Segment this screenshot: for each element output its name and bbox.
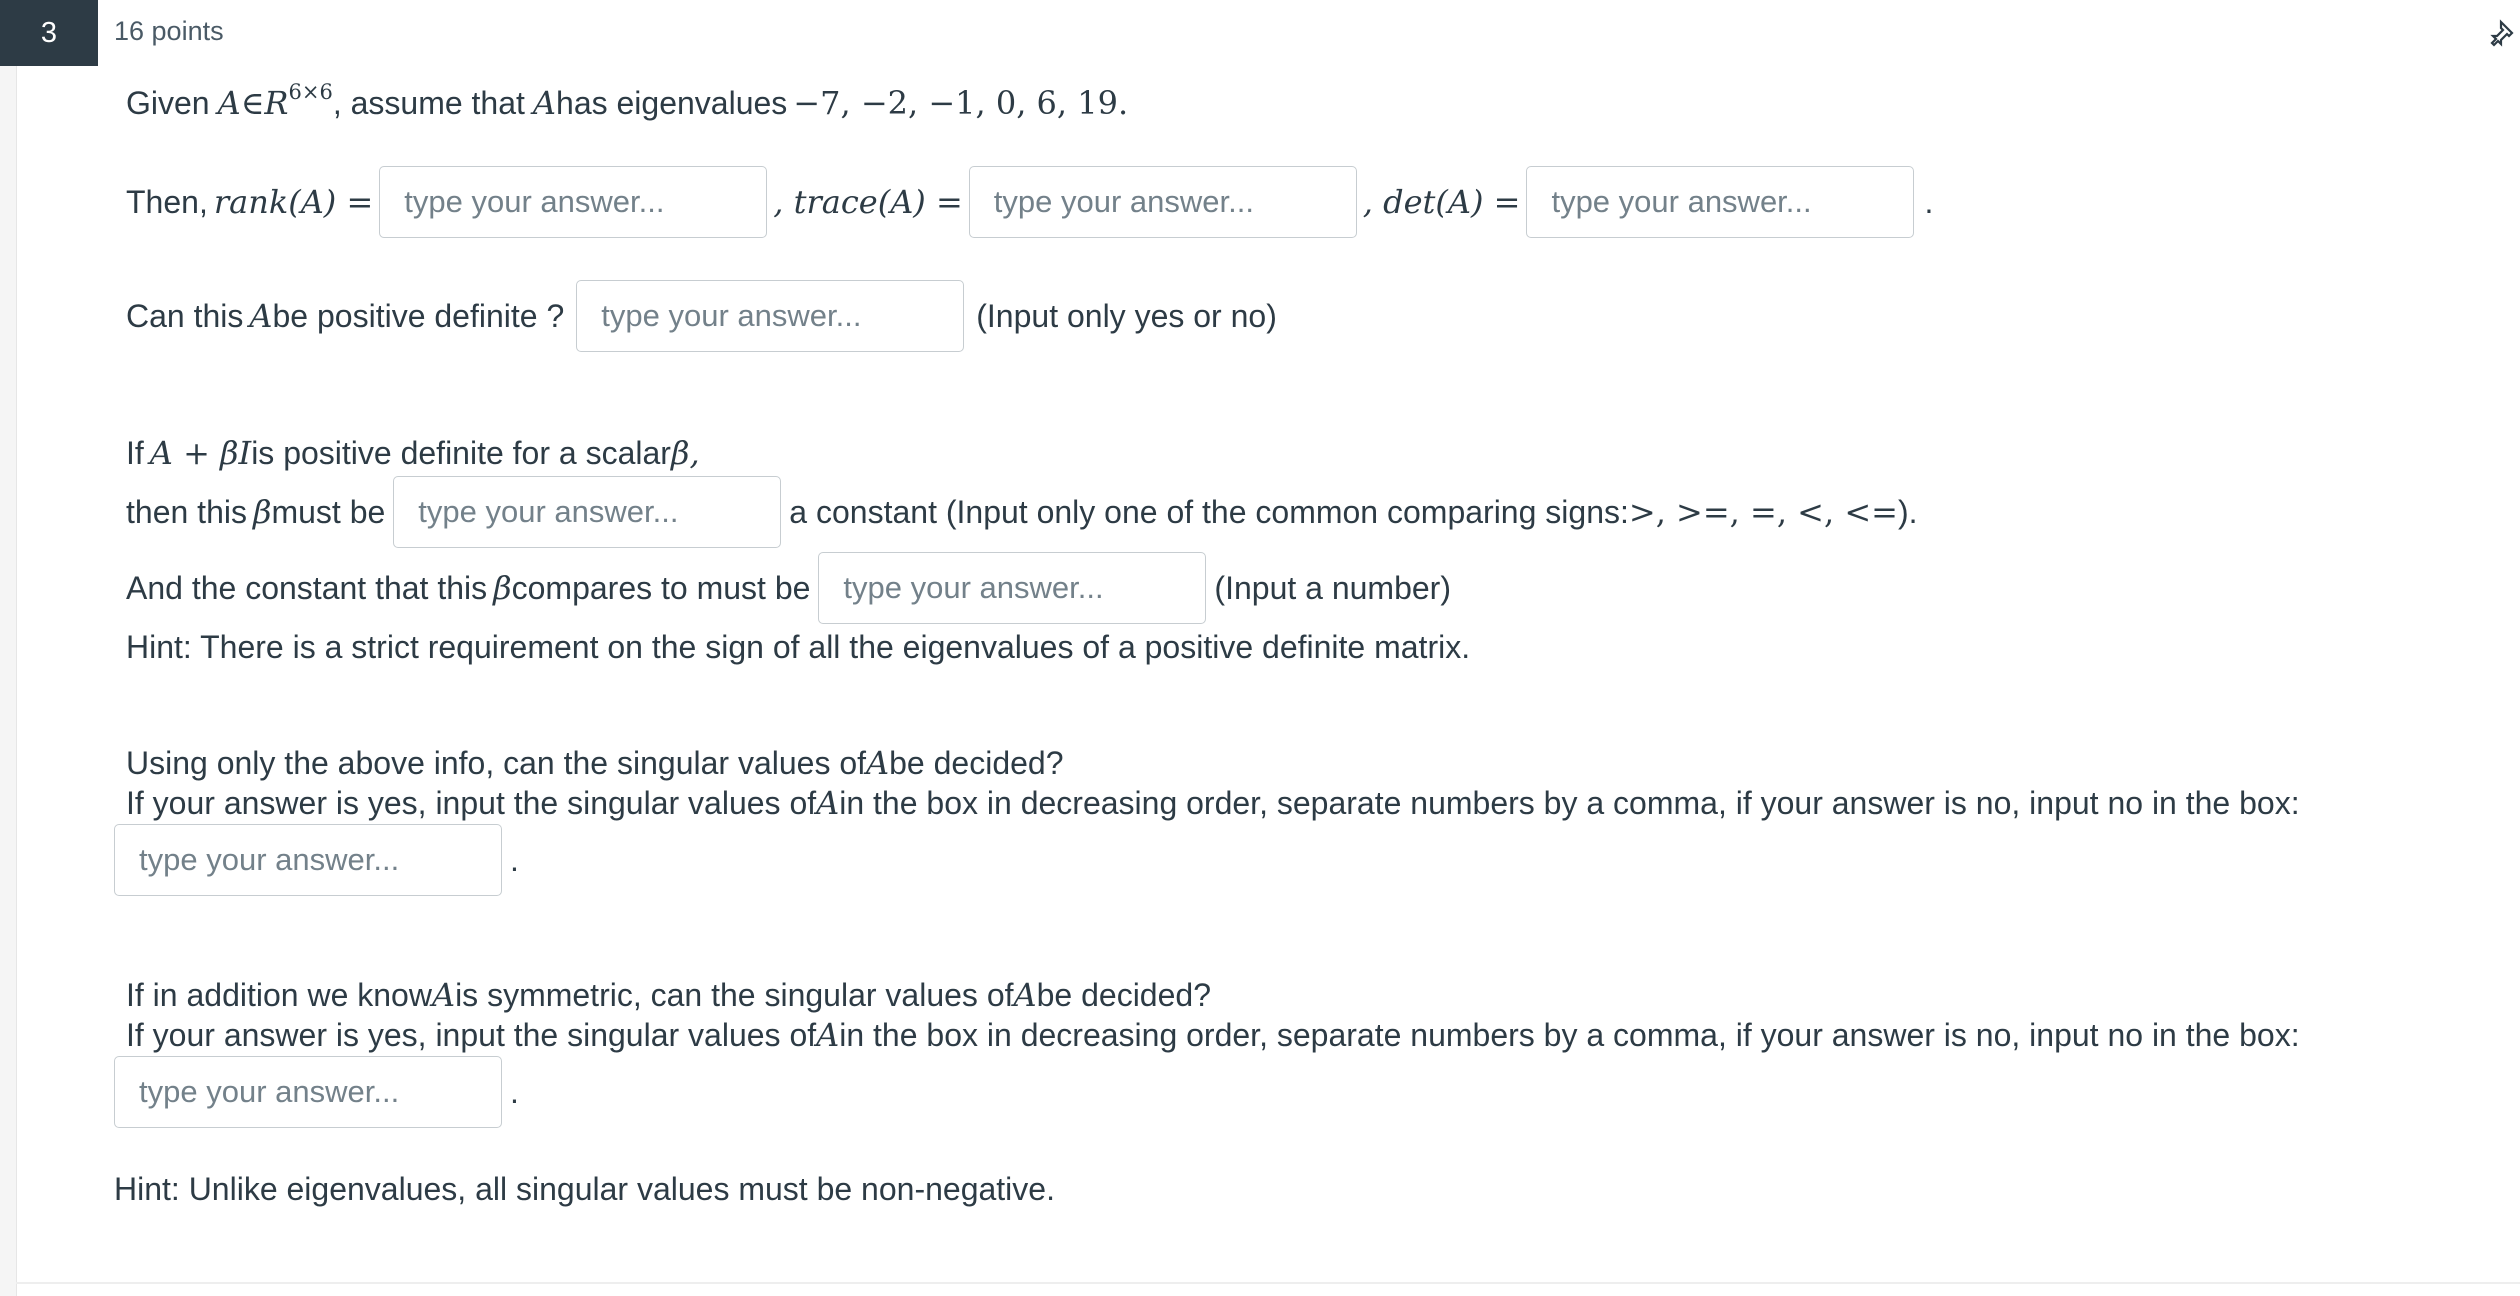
pd-scalar-text: is positive definite for a scalar (251, 434, 671, 471)
positive-definite-line (126, 278, 1277, 354)
matrix-symbol: A (866, 744, 890, 782)
real-space: R (264, 84, 289, 122)
then-line (126, 164, 1933, 240)
constant-text: a constant (Input only one of the common comparing signs: (789, 493, 1629, 530)
sv-question-end: be decided? (889, 744, 1064, 781)
bottom-divider (16, 1282, 2520, 1284)
constant-input[interactable]: type your answer... (818, 552, 1206, 624)
must-be-text: must be (271, 493, 386, 530)
final-hint (114, 1164, 1055, 1214)
final-hint-text: Hint: Unlike eigenvalues, all singular values must be non-negative. (114, 1170, 1055, 1207)
matrix-symbol: A (431, 976, 456, 1014)
question-points: 16 points (114, 16, 224, 46)
period: . (510, 1073, 519, 1110)
given-line (126, 78, 1128, 128)
det-input[interactable]: type your answer... (1526, 166, 1914, 238)
sv-instruction-end: in the box in decreasing order, separate numbers by a comma, if your answer is no, input no in the box: (839, 1016, 2300, 1053)
pd-question-text: Can this (126, 297, 244, 334)
rank-label: rank(A) = (213, 183, 374, 221)
symmetric-singular-values-input[interactable]: type your answer... (114, 1056, 502, 1128)
sv-symmetric-mid: is symmetric, can the singular values of (455, 976, 1014, 1013)
compares-to-text: compares to must be (511, 569, 811, 606)
comparison-signs: >, >=, =, <, <= (1628, 493, 1898, 531)
beta-constant-line (126, 550, 1451, 626)
sv-answer-row-2 (114, 1054, 519, 1130)
singular-values-input[interactable]: type your answer... (114, 824, 502, 896)
constant-question-text: And the constant that this (126, 569, 488, 606)
eigenvalue-list: −7, −2, −1, 0, 6, 19 (793, 84, 1118, 122)
beta-symbol: β, (670, 434, 700, 472)
sv-answer-row-1 (114, 822, 519, 898)
given-text: Given (126, 84, 210, 121)
sv-instruction-2 (126, 1010, 2300, 1060)
trace-label: , trace(A) = (773, 183, 963, 221)
shifted-matrix: A + βI (149, 434, 252, 472)
pin-icon[interactable] (2488, 14, 2520, 54)
yes-no-hint: (Input only yes or no) (976, 297, 1277, 334)
matrix-symbol: A (532, 84, 557, 122)
sv-symmetric-text: If in addition we know (126, 976, 432, 1013)
pd-hint-text: Hint: There is a strict requirement on the sign of all the eigenvalues of a positive definite matrix. (126, 628, 1471, 665)
sv-instruction-text: If your answer is yes, input the singular values of (126, 784, 817, 821)
period: . (1924, 183, 1934, 220)
rank-input[interactable]: type your answer... (379, 166, 767, 238)
comparison-sign-input[interactable]: type your answer... (393, 476, 781, 548)
then-text: Then, (126, 183, 208, 220)
period: . (510, 841, 519, 878)
matrix-symbol: A (217, 84, 241, 122)
matrix-symbol: A (816, 1016, 840, 1054)
if-text: If (126, 434, 144, 471)
eigenvalues-text: has eigenvalues (556, 84, 788, 121)
question-number: 3 (0, 0, 98, 66)
sv-instruction-end: in the box in decreasing order, separate numbers by a comma, if your answer is no, input no in the box: (839, 784, 2300, 821)
element-of: ∈ (240, 84, 265, 122)
positive-definite-input[interactable]: type your answer... (576, 280, 964, 352)
then-this-text: then this (126, 493, 247, 530)
sv-symmetric-end: be decided? (1036, 976, 1211, 1013)
sv-instruction-1 (126, 778, 2300, 828)
matrix-symbol: A (816, 784, 840, 822)
sv-question-text: Using only the above info, can the singular values of (126, 744, 867, 781)
beta-condition-line (126, 428, 700, 478)
assume-text: , assume that (332, 84, 525, 121)
beta-symbol: β (252, 493, 272, 531)
pd-hint (126, 622, 1470, 672)
matrix-symbol: A (249, 297, 273, 335)
dimension-exponent: 6×6 (288, 80, 333, 104)
sv-instruction-text: If your answer is yes, input the singular values of (126, 1016, 817, 1053)
period: . (1117, 84, 1129, 122)
close-paren: ). (1897, 493, 1918, 530)
left-rail (0, 0, 17, 1296)
det-label: , det(A) = (1362, 183, 1521, 221)
pd-question-text-2: be positive definite ? (272, 297, 565, 334)
number-hint: (Input a number) (1214, 569, 1451, 606)
beta-compare-line (126, 474, 1917, 550)
trace-input[interactable]: type your answer... (969, 166, 1357, 238)
matrix-symbol: A (1013, 976, 1037, 1014)
beta-symbol: β (493, 569, 512, 607)
